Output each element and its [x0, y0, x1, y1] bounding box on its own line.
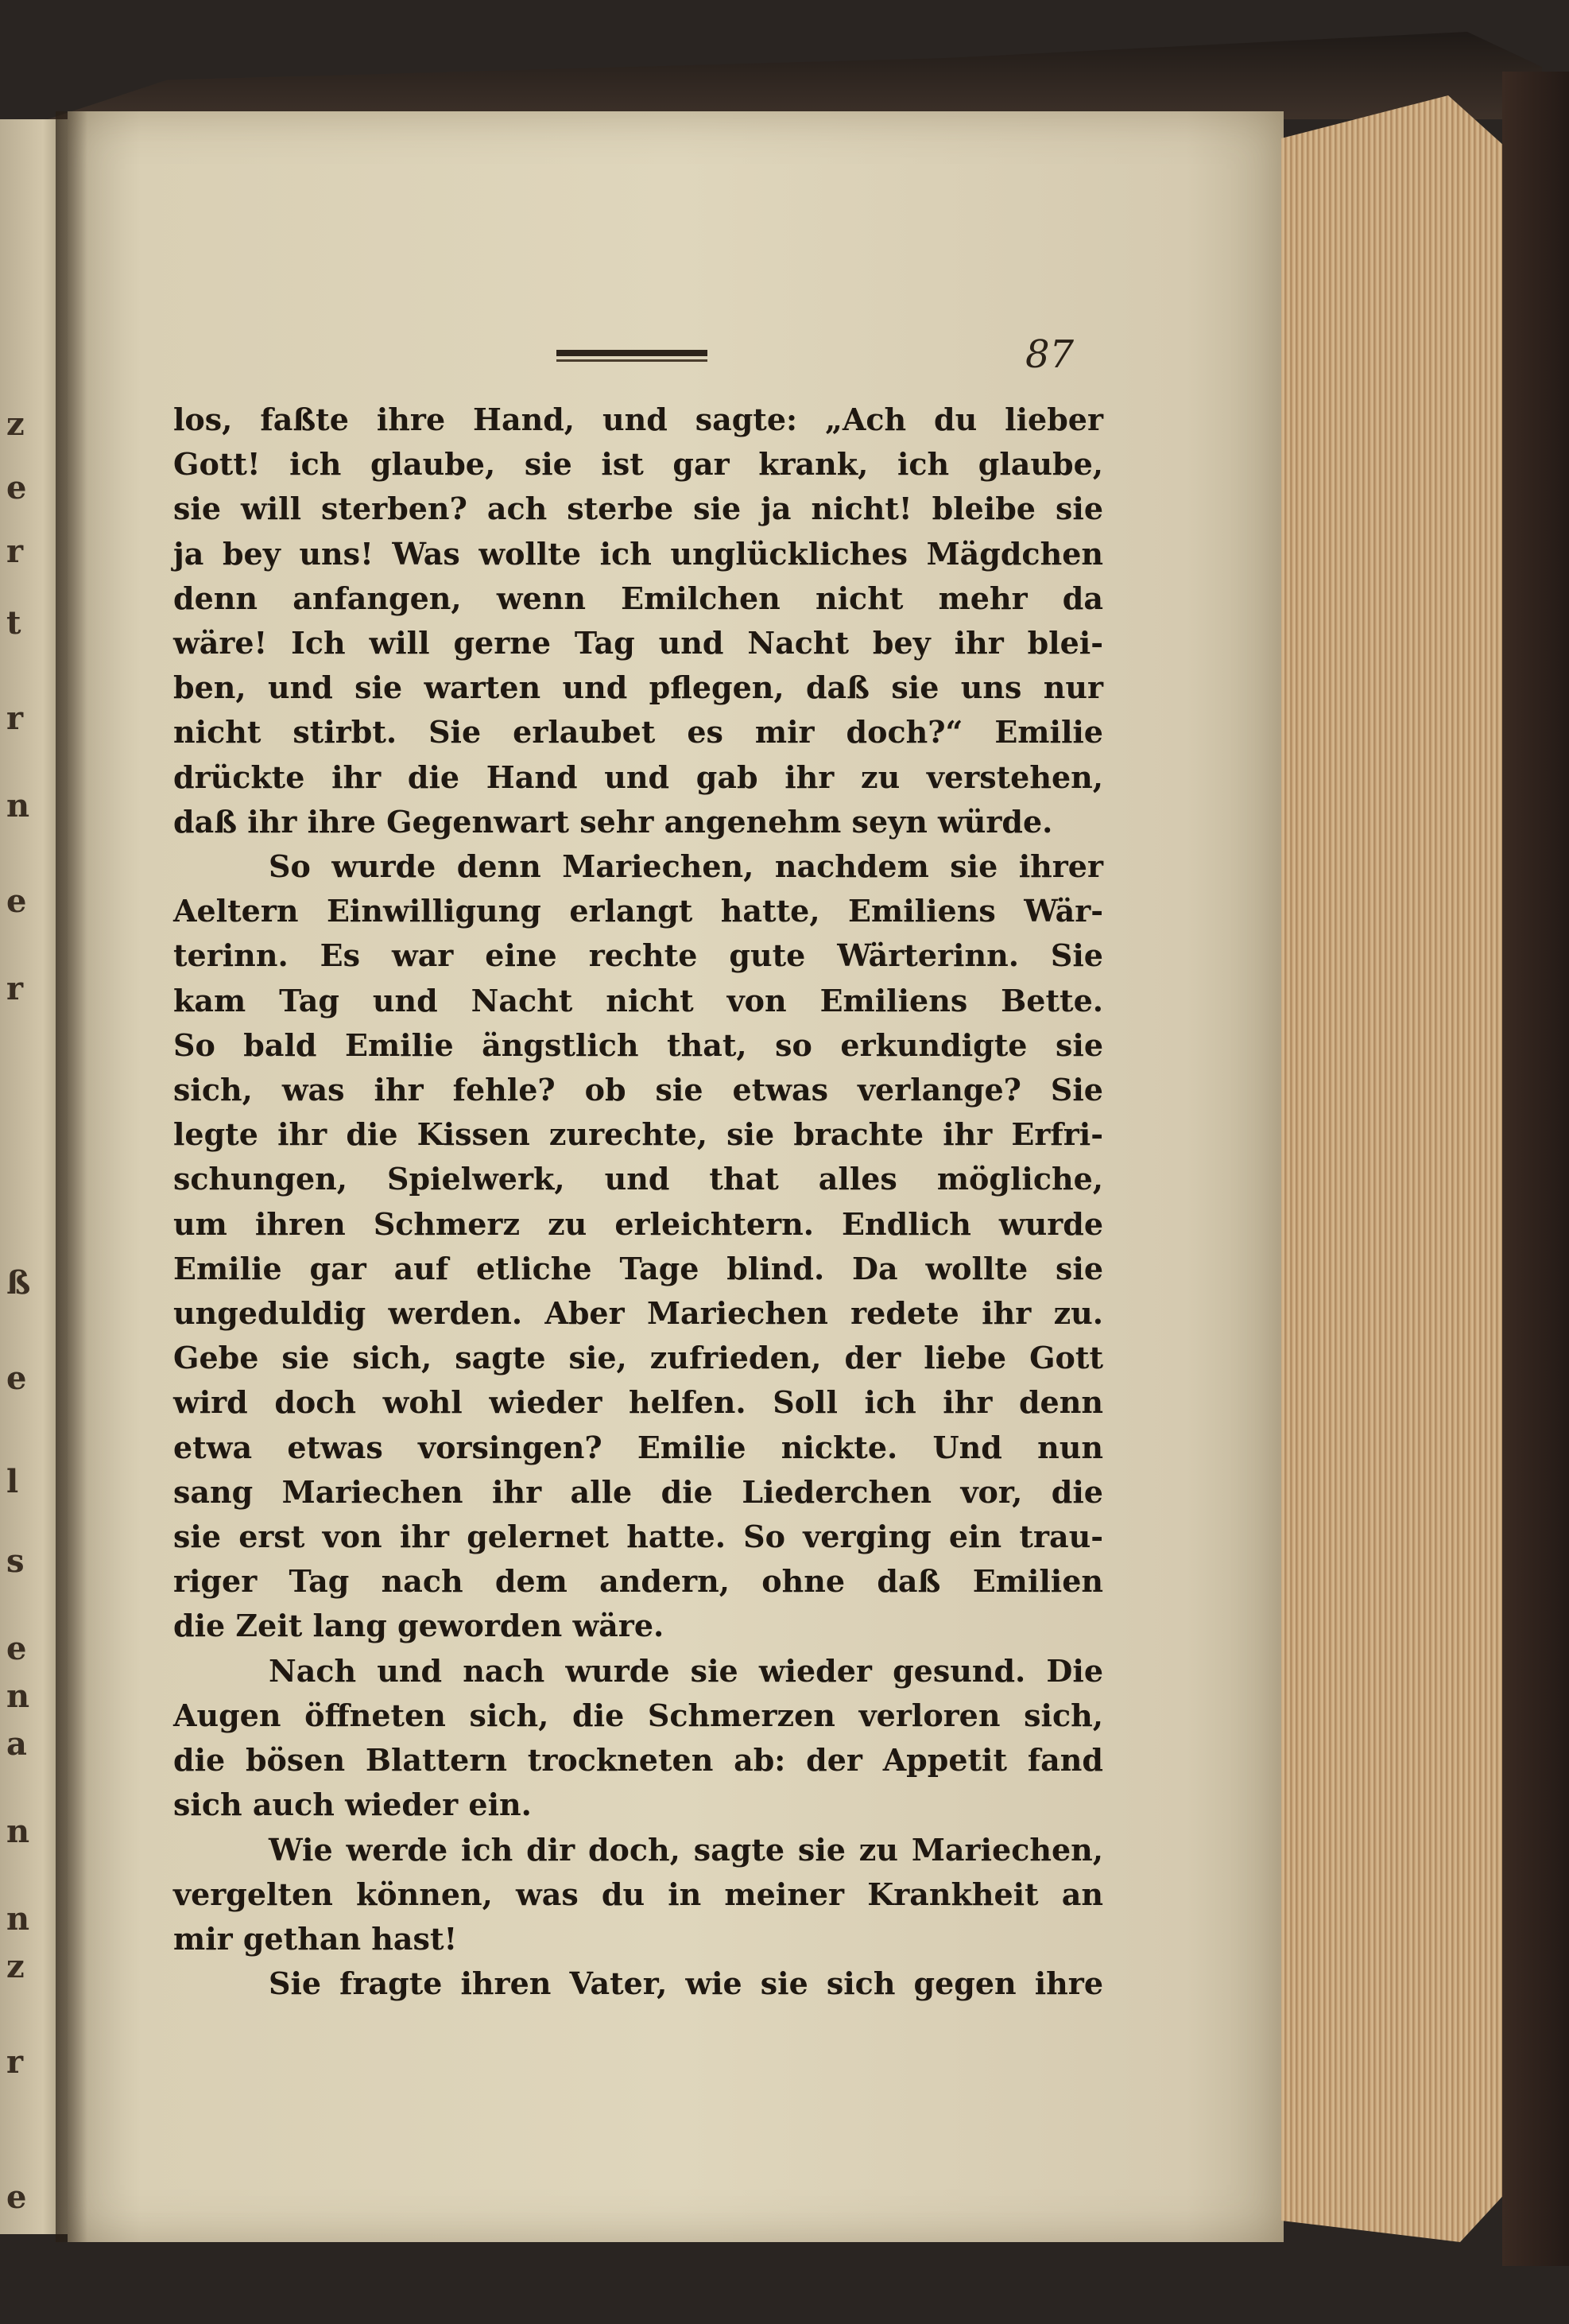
- margin-char: r: [6, 2043, 24, 2081]
- margin-char: e: [6, 1630, 27, 1667]
- text-line: daß ihr ihre Gegenwart sehr angenehm seyn würde.: [173, 803, 1053, 840]
- text-line: Wie werde ich dir doch, sagte sie zu Mariechen,: [269, 1831, 1103, 1868]
- text-line: Gebe sie sich, sagte sie, zufrieden, der liebe Gott: [173, 1340, 1103, 1376]
- text-line: Nach und nach wurde sie wieder gesund. Die: [269, 1652, 1103, 1689]
- text-line: nicht stirbt. Sie erlaubet es mir doch?“ Emilie: [173, 714, 1103, 751]
- margin-char: t: [6, 604, 21, 642]
- text-line: ben, und sie warten und pflegen, daß sie uns nur: [173, 669, 1103, 706]
- page-number: 87: [1025, 332, 1075, 377]
- gutter-shadow: [56, 111, 87, 2242]
- margin-char: e: [6, 2179, 27, 2216]
- text-line: wird doch wohl wieder helfen. Soll ich ihr denn: [173, 1384, 1103, 1421]
- text-line: wäre! Ich will gerne Tag und Nacht bey ihr blei-: [173, 625, 1103, 662]
- text-line: Augen öffneten sich, die Schmerzen verloren sich,: [173, 1697, 1103, 1733]
- text-line: riger Tag nach dem andern, ohne daß Emilien: [173, 1563, 1103, 1600]
- text-line: etwa etwas vorsingen? Emilie nickte. Und nun: [173, 1429, 1103, 1465]
- text-line: sich, was ihr fehle? ob sie etwas verlange? Sie: [173, 1072, 1103, 1108]
- margin-char: n: [6, 1813, 30, 1850]
- header-rule: [556, 350, 707, 356]
- text-line: Emilie gar auf etliche Tage blind. Da wollte sie: [173, 1250, 1103, 1286]
- margin-char: z: [6, 405, 25, 443]
- margin-char: r: [6, 970, 24, 1007]
- margin-char: e: [6, 469, 27, 506]
- text-line: terinn. Es war eine rechte gute Wärterinn. Sie: [173, 937, 1103, 974]
- margin-char: e: [6, 1360, 27, 1397]
- text-line: So wurde denn Mariechen, nachdem sie ihrer: [269, 848, 1103, 885]
- text-line: sie will sterben? ach sterbe sie ja nicht! bleibe sie: [173, 491, 1103, 527]
- text-line: die bösen Blattern trockneten ab: der Appetit fand: [173, 1742, 1103, 1779]
- text-line: mir gethan hast!: [173, 1920, 458, 1957]
- margin-char: n: [6, 1678, 30, 1715]
- text-line: So bald Emilie ängstlich that, so erkundigte sie: [173, 1026, 1103, 1063]
- book-cover-edge: [1502, 72, 1569, 2266]
- body-text: [173, 398, 1103, 2006]
- text-line: sie erst von ihr gelernet hatte. So verging ein trau-: [173, 1519, 1103, 1555]
- margin-char: z: [6, 1948, 25, 1985]
- text-line: legte ihr die Kissen zurechte, sie brachte ihr Erfri-: [173, 1116, 1103, 1153]
- text-line: vergelten können, was du in meiner Krankheit an: [173, 1876, 1103, 1912]
- margin-char: r: [6, 700, 24, 737]
- text-line: sich auch wieder ein.: [173, 1787, 532, 1823]
- book-cover-top: [48, 32, 1542, 119]
- text-line: sang Mariechen ihr alle die Liederchen vor, die: [173, 1473, 1103, 1510]
- text-line: um ihren Schmerz zu erleichtern. Endlich wurde: [173, 1205, 1103, 1242]
- text-line: kam Tag und Nacht nicht von Emiliens Bette.: [173, 982, 1103, 1018]
- text-line: Sie fragte ihren Vater, wie sie sich gegen ihre: [269, 1965, 1103, 2002]
- text-line: Gott! ich glaube, sie ist gar krank, ich glaube,: [173, 446, 1103, 483]
- margin-char: n: [6, 787, 30, 824]
- margin-char: e: [6, 883, 27, 920]
- text-line: denn anfangen, wenn Emilchen nicht mehr da: [173, 580, 1103, 616]
- header-rule-thin: [556, 359, 707, 362]
- margin-char: s: [6, 1542, 25, 1580]
- margin-char: l: [6, 1463, 19, 1500]
- text-line: Aeltern Einwilligung erlangt hatte, Emiliens Wär-: [173, 893, 1103, 929]
- text-line: ja bey uns! Was wollte ich unglückliches Mägdchen: [173, 535, 1103, 572]
- margin-char: r: [6, 533, 24, 570]
- margin-char: n: [6, 1900, 30, 1938]
- margin-char: a: [6, 1725, 27, 1763]
- margin-char: ß: [6, 1264, 31, 1302]
- page-edges: [1281, 95, 1520, 2242]
- text-line: drückte ihr die Hand und gab ihr zu verstehen,: [173, 759, 1103, 795]
- text-line: ungeduldig werden. Aber Mariechen redete ihr zu.: [173, 1295, 1103, 1332]
- text-line: die Zeit lang geworden wäre.: [173, 1608, 664, 1644]
- text-line: schungen, Spielwerk, und that alles mögliche,: [173, 1161, 1103, 1197]
- text-line: los, faßte ihre Hand, und sagte: „Ach du lieber: [173, 402, 1103, 437]
